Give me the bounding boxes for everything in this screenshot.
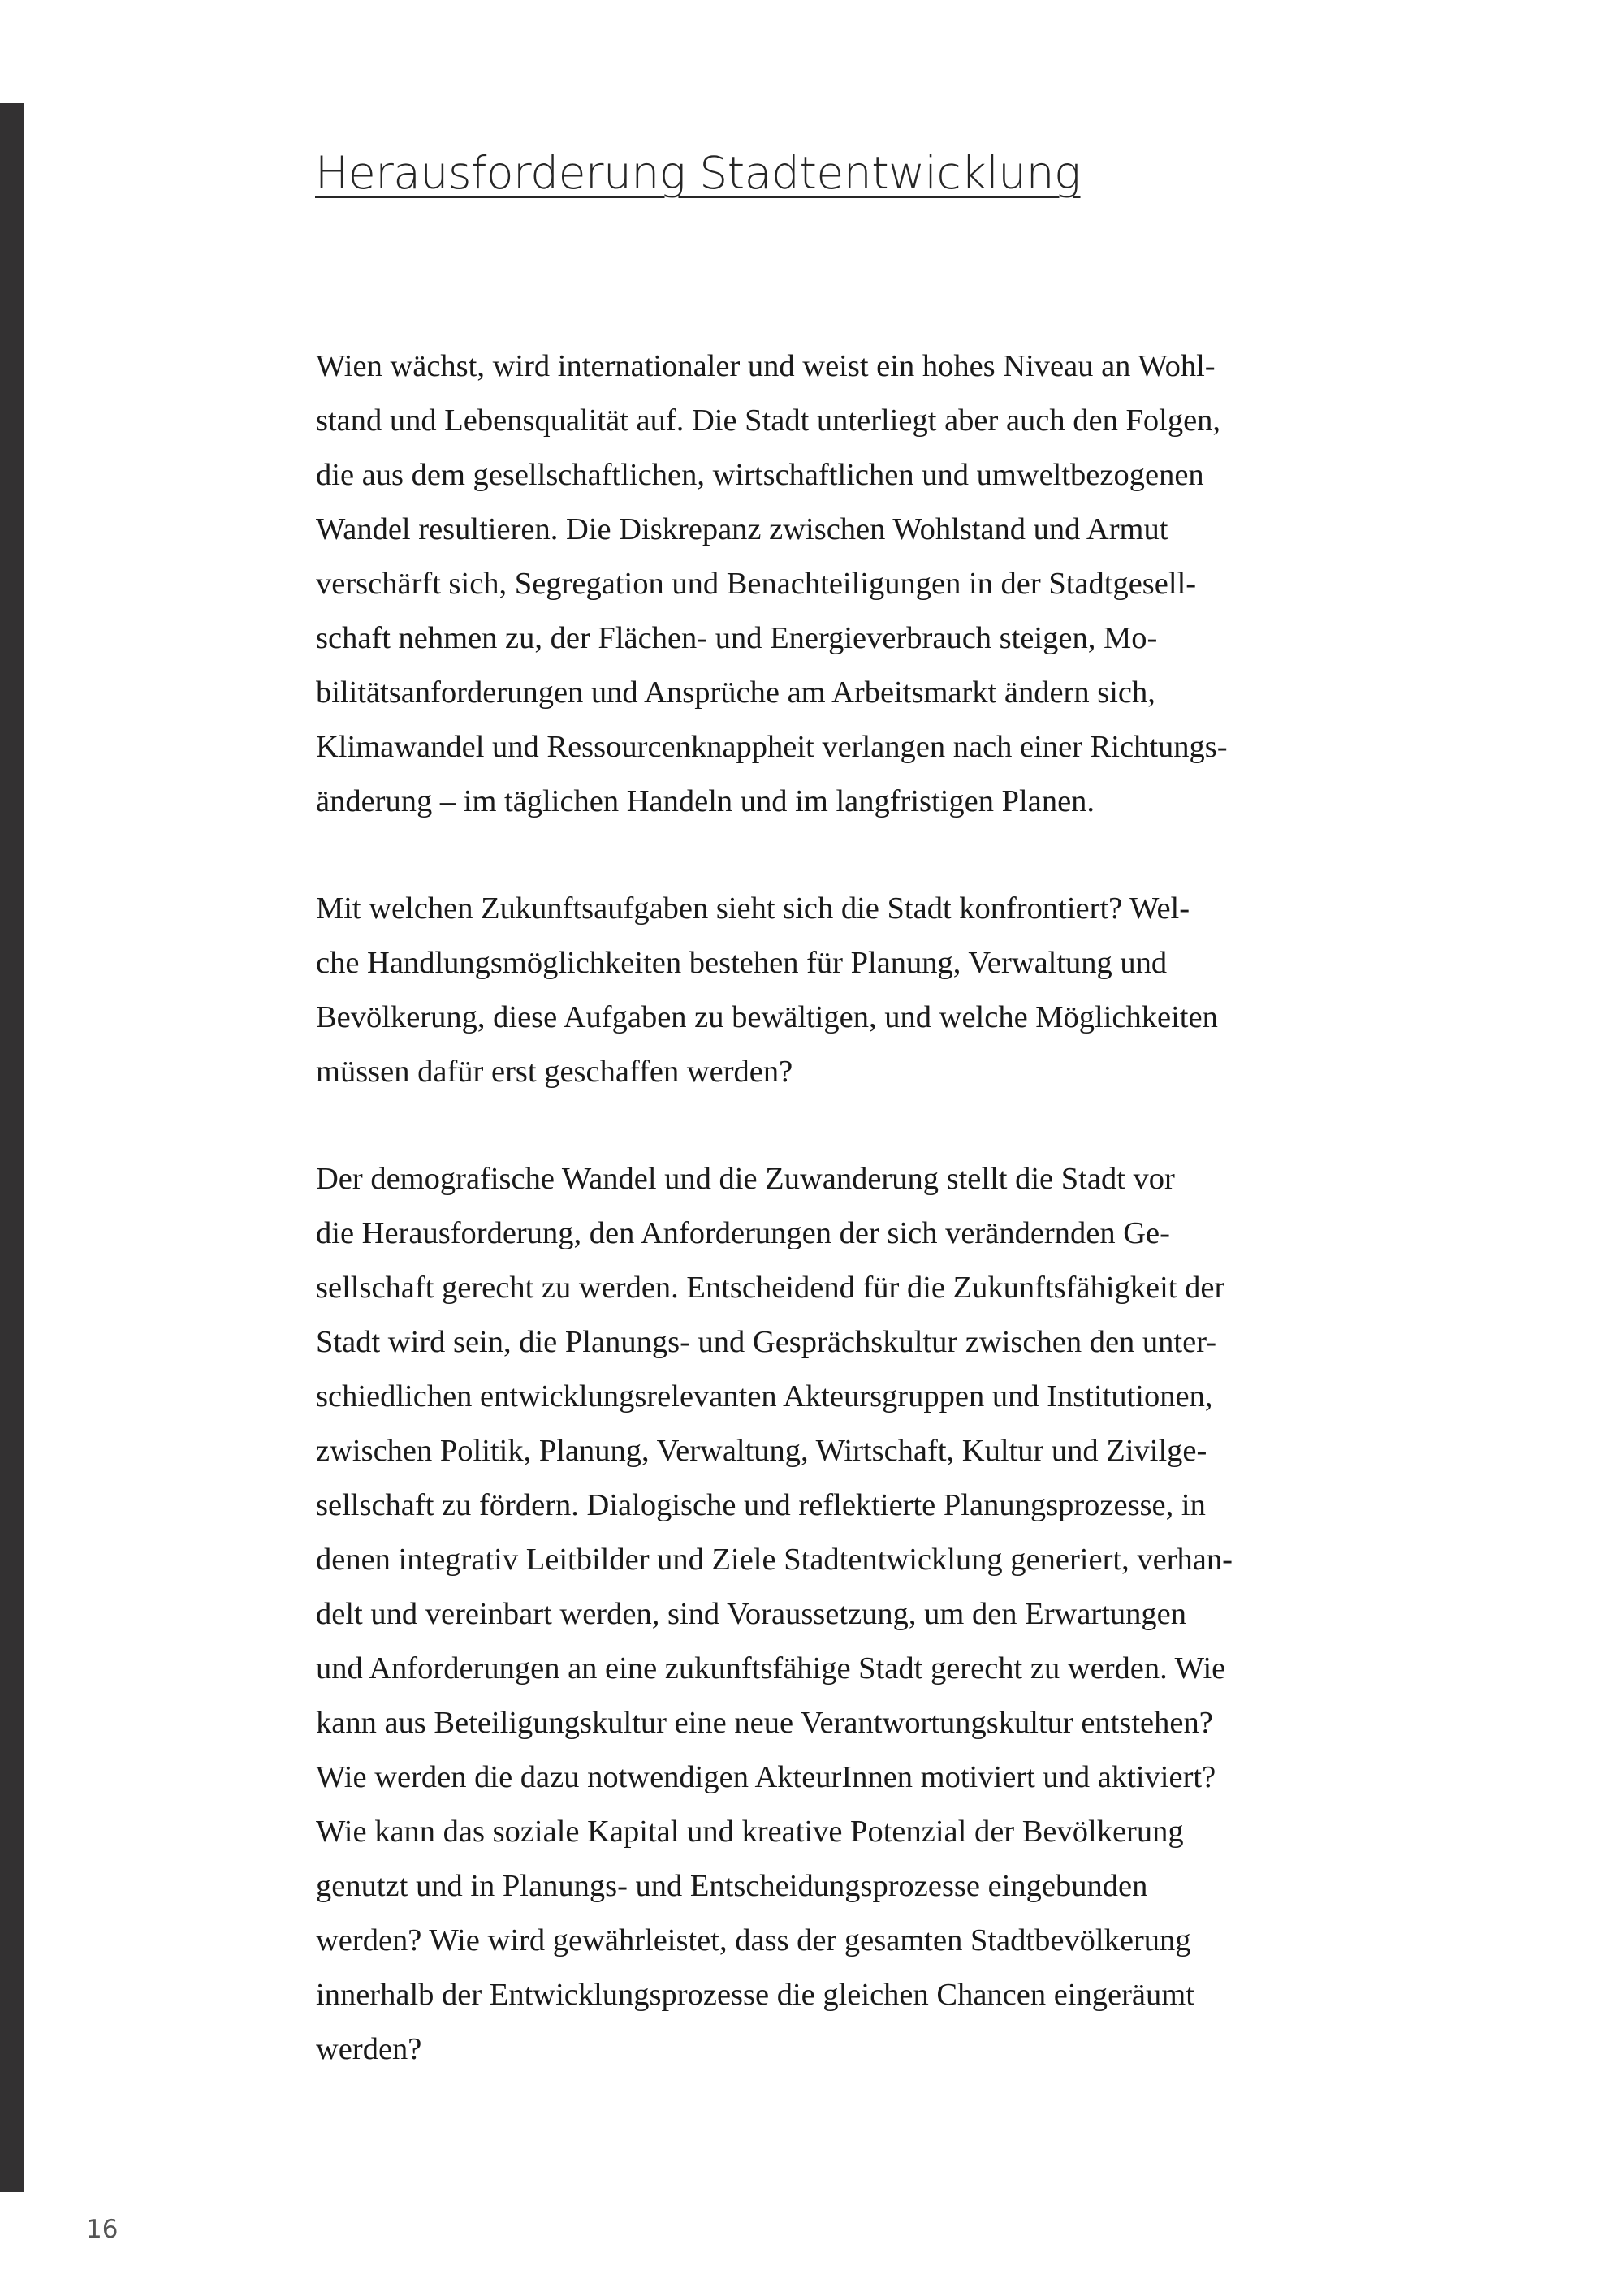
text-line: sellschaft gerecht zu werden. Entscheidend für die Zukunftsfähigkeit der [316,1271,1225,1305]
text-line: Mit welchen Zukunftsaufgaben sieht sich die Stadt konfrontiert? Wel- [316,891,1190,926]
text-line: innerhalb der Entwicklungsprozesse die gleichen Chancen eingeräumt [316,1978,1194,2012]
paragraph-2 [316,882,1290,1099]
text-line: Stadt wird sein, die Planungs- und Gesprächskultur zwischen den unter- [316,1325,1217,1359]
text-line: die Herausforderung, den Anforderungen der sich verändernden Ge- [316,1216,1170,1250]
body-text [316,339,1290,2130]
text-line: schaft nehmen zu, der Flächen- und Energieverbrauch steigen, Mo- [316,621,1158,655]
text-line: sellschaft zu fördern. Dialogische und reflektierte Planungsprozesse, in [316,1488,1206,1522]
page-title: Herausforderung Stadtentwicklung [315,147,1081,199]
text-line: stand und Lebensqualität auf. Die Stadt unterliegt aber auch den Folgen, [316,404,1221,438]
text-line: schiedlichen entwicklungsrelevanten Akteursgruppen und Institutionen, [316,1379,1213,1413]
text-line: kann aus Beteiligungskultur eine neue Verantwortungskultur entstehen? [316,1706,1213,1740]
text-line: Wandel resultieren. Die Diskrepanz zwischen Wohlstand und Armut [316,512,1168,546]
text-line: und Anforderungen an eine zukunftsfähige Stadt gerecht zu werden. Wie [316,1651,1226,1685]
text-line: Klimawandel und Ressourcenknappheit verlangen nach einer Richtungs- [316,730,1228,764]
text-line: änderung – im täglichen Handeln und im langfristigen Planen. [316,784,1095,818]
text-line: delt und vereinbart werden, sind Voraussetzung, um den Erwartungen [316,1597,1187,1631]
text-line: müssen dafür erst geschaffen werden? [316,1055,793,1089]
text-line: Der demografische Wandel und die Zuwanderung stellt die Stadt vor [316,1162,1175,1196]
paragraph-1 [316,339,1290,829]
text-line: genutzt und in Planungs- und Entscheidungsprozesse eingebunden [316,1869,1148,1903]
page-number: 16 [86,2215,119,2244]
paragraph-3 [316,1152,1290,2077]
text-line: Wie werden die dazu notwendigen AkteurInnen motiviert und aktiviert? [316,1760,1216,1794]
text-line: bilitätsanforderungen und Ansprüche am Arbeitsmarkt ändern sich, [316,675,1155,710]
text-line: zwischen Politik, Planung, Verwaltung, Wirtschaft, Kultur und Zivilge- [316,1434,1207,1468]
text-line: Wie kann das soziale Kapital und kreative Potenzial der Bevölkerung [316,1815,1184,1849]
text-line: werden? Wie wird gewährleistet, dass der gesamten Stadtbevölkerung [316,1923,1191,1957]
text-line: werden? [316,2032,422,2066]
text-line: Bevölkerung, diese Aufgaben zu bewältigen, und welche Möglichkeiten [316,1000,1218,1034]
text-line: Wien wächst, wird internationaler und weist ein hohes Niveau an Wohl- [316,349,1216,383]
text-line: denen integrativ Leitbilder und Ziele Stadtentwicklung generiert, verhan- [316,1543,1233,1577]
text-line: verschärft sich, Segregation und Benachteiligungen in der Stadtgesell- [316,567,1197,601]
text-line: che Handlungsmöglichkeiten bestehen für Planung, Verwaltung und [316,946,1168,980]
text-line: die aus dem gesellschaftlichen, wirtschaftlichen und umweltbezogenen [316,458,1204,492]
side-accent-bar [0,103,24,2192]
